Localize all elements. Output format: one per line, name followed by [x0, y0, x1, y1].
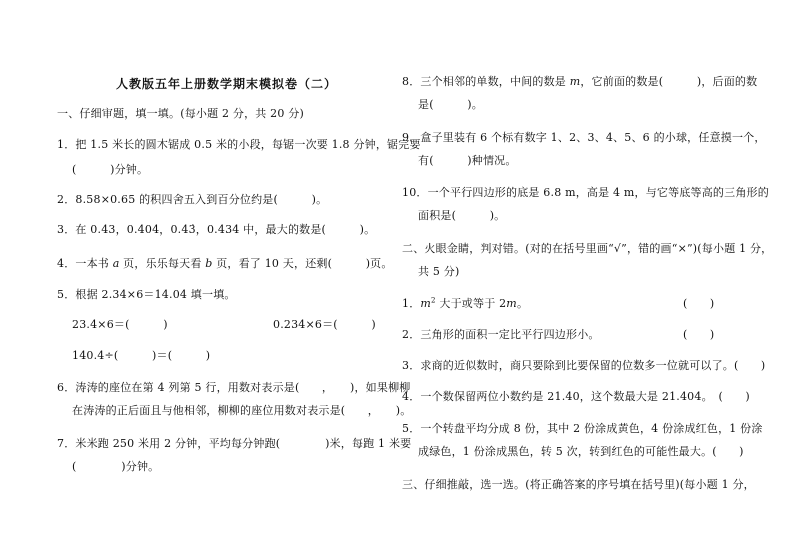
- question-3: 3．在 0.43，0.404，0.43̇，0.434 中，最大的数是( )。: [57, 223, 376, 236]
- question-5-blank-3: 140.4÷( )＝( ): [72, 349, 211, 362]
- question-7-line-1: 7．米米跑 250 米用 2 分钟，平均每分钟跑( )米，每跑 1 米要: [57, 437, 412, 450]
- question-10-line-2: 面积是( )。: [418, 209, 506, 222]
- question-9-line-2: 有( )种情况。: [418, 154, 517, 167]
- section-3-heading: 三、仔细推敲，选一选。(将正确答案的序号填在括号里)(每小题 1 分，: [402, 478, 755, 491]
- question-4-part-2: 页，乐乐每天看: [119, 257, 206, 270]
- judge-2: 2．三角形的面积一定比平行四边形小。: [402, 328, 600, 341]
- question-6-line-1: 6．涛涛的座位在第 4 列第 5 行，用数对表示是( ， )，如果柳柳: [57, 381, 411, 394]
- question-5-blank-1: 23.4×6＝( ): [72, 318, 168, 331]
- judge-1-part-2: 。: [516, 297, 529, 310]
- question-8-part-2: ，它前面的数是( )，后面的数: [580, 75, 758, 88]
- variable-m: m: [569, 75, 581, 88]
- question-4-part-3: 页，看了 10 天，还剩( )页。: [212, 257, 393, 270]
- question-10-line-1: 10．一个平行四边形的底是 6.8 m，高是 4 m，与它等底等高的三角形的: [402, 186, 769, 199]
- judge-1: [402, 297, 528, 311]
- question-4: [57, 257, 393, 271]
- question-7-line-2: ( )分钟。: [72, 460, 160, 473]
- question-1-line-1: 1．把 1.5 米长的圆木锯成 0.5 米的小段，每锯一次要 1.8 分钟，锯完要: [57, 138, 421, 151]
- question-9-line-1: 9．盒子里装有 6 个标有数字 1、2、3、4、5、6 的小球，任意摸一个，: [402, 131, 766, 144]
- judge-2-answer-blank: ( ): [683, 328, 715, 341]
- variable-m-squared: m: [420, 297, 432, 310]
- variable-m-2: m: [506, 297, 517, 310]
- variable-a: a: [112, 257, 120, 270]
- question-5-blank-2: 0.234×6＝( ): [273, 318, 376, 331]
- judge-1-answer-blank: ( ): [683, 297, 715, 310]
- judge-5-line-2: 成绿色，1 份涂成黑色，转 5 次，转到红色的可能性最大。( ): [418, 445, 744, 458]
- judge-3: 3．求商的近似数时，商只要除到比要保留的位数多一位就可以了。( ): [402, 359, 766, 372]
- judge-1-part-1: 大于或等于 2: [435, 297, 507, 310]
- question-6-line-2: 在涛涛的正后面且与他相邻，柳柳的座位用数对表示是( ， )。: [72, 404, 412, 417]
- question-1-line-2: ( )分钟。: [72, 163, 149, 176]
- question-8-part-1: 8．三个相邻的单数，中间的数是: [402, 75, 570, 88]
- section-1-heading: 一、仔细审题，填一填。(每小题 2 分，共 20 分): [57, 107, 304, 120]
- question-4-part-1: 4．一本书: [57, 257, 113, 270]
- section-2-heading-line-1: 二、火眼金睛，判对错。(对的在括号里画“√”，错的画“×”)(每小题 1 分，: [402, 242, 773, 255]
- question-2: 2．8.58×0.65 的积四舍五入到百分位约是( )。: [57, 193, 328, 206]
- judge-5-line-1: 5．一个转盘平均分成 8 份，其中 2 份涂成黄色，4 份涂成红色，1 份涂: [402, 422, 763, 435]
- judge-1-number: 1．: [402, 297, 421, 310]
- question-8-line-2: 是( )。: [418, 98, 483, 111]
- page-title: 人教版五年上册数学期末模拟卷（二）: [116, 77, 338, 91]
- question-8-line-1: [402, 75, 757, 89]
- variable-b: b: [205, 257, 213, 270]
- section-2-heading-line-2: 共 5 分): [418, 265, 460, 278]
- exponent-2: 2: [431, 296, 436, 305]
- question-5: 5．根据 2.34×6＝14.04 填一填。: [57, 288, 236, 301]
- judge-4: 4．一个数保留两位小数约是 21.40，这个数最大是 21.404。 ( ): [402, 390, 750, 403]
